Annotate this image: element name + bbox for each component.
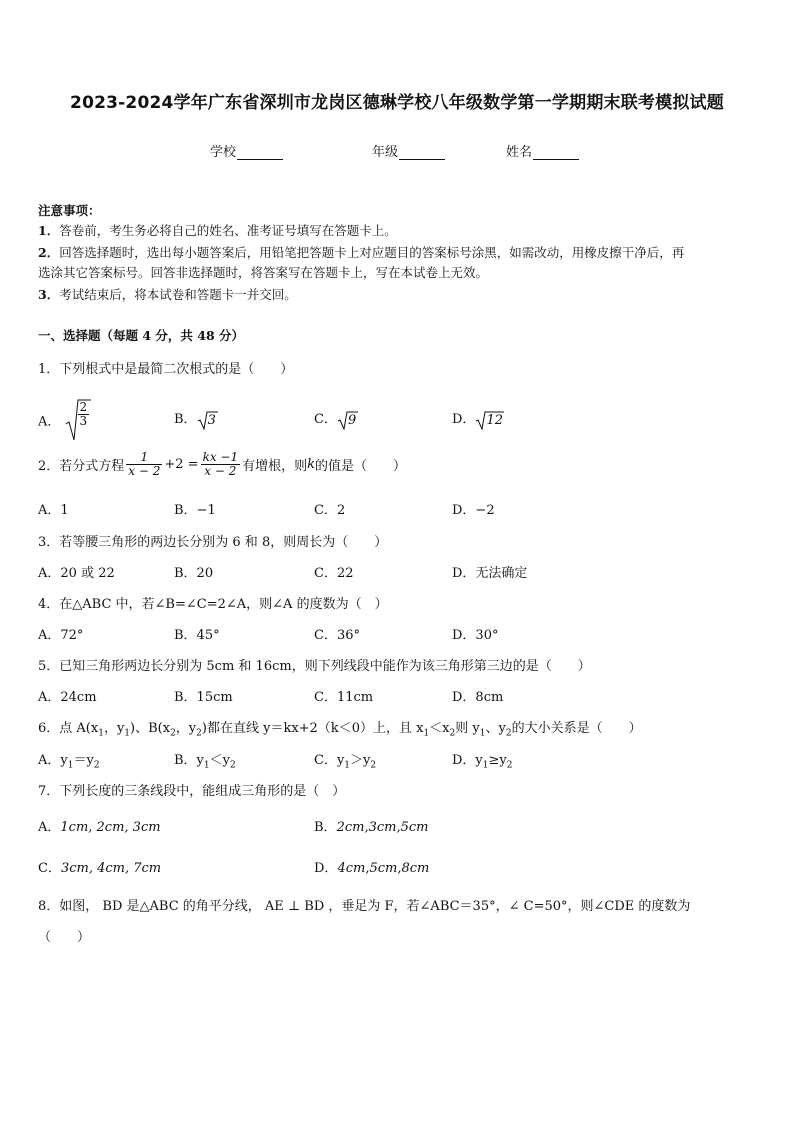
q2-option-a[interactable]: A．1	[38, 503, 69, 518]
q1-option-b[interactable]: B． 3	[174, 408, 219, 430]
q3-stem: 3．若等腰三角形的两边长分别为 6 和 8，则周长为（ ）	[38, 535, 388, 550]
note-2: 2．回答选择题时，选出每小题答案后，用铅笔把答题卡上对应题目的答案标号涂黑，如需改动，用橡皮擦干净后，再	[38, 245, 685, 260]
q5-option-b[interactable]: B．15cm	[174, 690, 233, 705]
school-blank[interactable]	[237, 147, 283, 160]
q1-option-d[interactable]: D． 12	[452, 408, 505, 430]
note-2-cont: 选涂其它答案标号。回答非选择题时，将答案写在答题卡上，写在本试卷上无效。	[38, 265, 489, 280]
section-heading: 一、选择题（每题 4 分，共 48 分）	[38, 328, 245, 343]
notes-heading: 注意事项：	[38, 203, 101, 218]
q5-option-c[interactable]: C．11cm	[314, 690, 374, 705]
q6-option-b[interactable]: B．$y_1<y_2$	[174, 753, 236, 771]
school-field[interactable]: 学校	[210, 141, 283, 160]
grade-blank[interactable]	[399, 147, 445, 160]
q6-stem: 6．点 $A(x_1$，$y_1$)、$B(x_2$，$y_2$)都在直线 y＝kx+2（k＜0）上，且 $x_1<x_2$则 $y_1$、$y_2$的大小关系是（ ）	[38, 721, 642, 739]
grade-field[interactable]: 年级	[372, 141, 445, 160]
note-3: 3．考试结束后，将本试卷和答题卡一并交回。	[38, 287, 297, 302]
sqrt-icon: 12	[475, 410, 505, 430]
q1-option-a[interactable]: A． $\frac{2}{3}$	[38, 398, 91, 442]
sqrt-icon: $\frac{2}{3}$	[65, 398, 91, 442]
sqrt-icon: 3	[197, 410, 219, 430]
q7-option-d[interactable]: D．4cm,5cm,8cm	[314, 861, 430, 876]
q2-stem: 2．若分式方程 $\frac{1}{x - 2}$ +2 = $\frac{kx -1}{x - 2}$ 有增根，则k的值是（ ）	[38, 450, 407, 478]
q2-option-c[interactable]: C．2	[314, 503, 346, 518]
note-1: 1．答卷前，考生务必将自己的姓名、准考证号填写在答题卡上。	[38, 223, 397, 238]
name-field[interactable]: 姓名	[506, 141, 579, 160]
q4-option-c[interactable]: C．36°	[314, 628, 360, 643]
q5-option-d[interactable]: D．8cm	[452, 690, 504, 705]
q3-option-a[interactable]: A．20 或 22	[38, 566, 115, 581]
q5-stem: 5．已知三角形两边长分别为 5cm 和 16cm，则下列线段中能作为该三角形第三边的是（ ）	[38, 659, 591, 674]
q4-stem: 4．在△ABC 中，若∠B=∠C=2∠A，则∠A 的度数为（ ）	[38, 597, 388, 612]
q8-stem: 8．如图， BD 是△ABC 的角平分线， AE ⊥ BD ，垂足为 F，若∠ABC＝35°，∠ C=50°，则∠CDE 的度数为	[38, 899, 691, 914]
q1-option-c[interactable]: C． 9	[314, 408, 359, 430]
page-title: 2023-2024学年广东省深圳市龙岗区德琳学校八年级数学第一学期期末联考模拟试题	[70, 93, 724, 113]
q2-option-b[interactable]: B．−1	[174, 503, 216, 518]
q3-option-d[interactable]: D．无法确定	[452, 566, 528, 581]
q3-option-b[interactable]: B．20	[174, 566, 214, 581]
q1-stem: 1．下列根式中是最简二次根式的是（ ）	[38, 362, 294, 377]
sqrt-icon: 9	[337, 410, 359, 430]
q7-option-b[interactable]: B．2cm,3cm,5cm	[314, 820, 429, 835]
q8-stem-cont: （ ）	[38, 930, 91, 945]
q7-option-a[interactable]: A．1cm, 2cm, 3cm	[38, 820, 161, 835]
q6-option-a[interactable]: A．$y_1=y_2$	[38, 753, 100, 771]
q4-option-d[interactable]: D．30°	[452, 628, 499, 643]
q3-option-c[interactable]: C．22	[314, 566, 354, 581]
q5-option-a[interactable]: A．24cm	[38, 690, 97, 705]
q7-option-c[interactable]: C．3cm, 4cm, 7cm	[38, 861, 162, 876]
q6-option-d[interactable]: D．$y_1\ge y_2$	[452, 753, 513, 771]
q4-option-b[interactable]: B．45°	[174, 628, 220, 643]
q7-stem: 7．下列长度的三条线段中，能组成三角形的是（ ）	[38, 784, 346, 799]
q6-option-c[interactable]: C．$y_1>y_2$	[314, 753, 377, 771]
q2-option-d[interactable]: D．−2	[452, 503, 495, 518]
name-blank[interactable]	[533, 147, 579, 160]
q4-option-a[interactable]: A．72°	[38, 628, 84, 643]
